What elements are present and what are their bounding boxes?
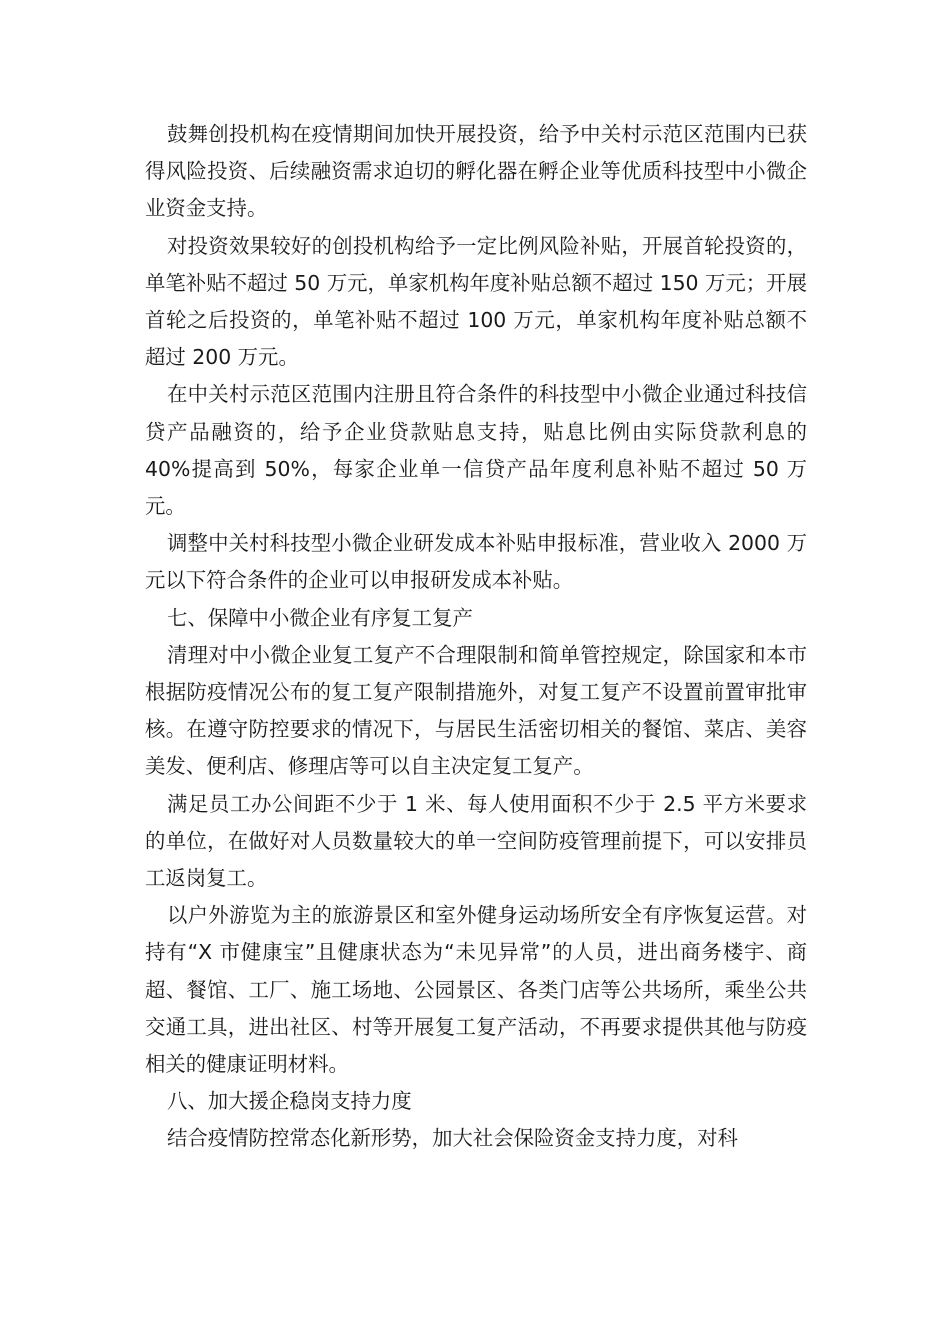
paragraph-health-code: 以户外游览为主的旅游景区和室外健身运动场所安全有序恢复运营。对持有“X 市健康宝”且健康状态为“未见异常”的人员，进出商务楼宇、商超、餐馆、工厂、施工场地、公园景区、各类门店等公共场所，乘坐公共交通工具，进出社区、村等开展复工复产活动，不再要求提供其他与防疫相关的健康证明材料。 [145, 903, 807, 1077]
paragraph-rd-subsidy: 调整中关村科技型小微企业研发成本补贴申报标准，营业收入 2000 万元以下符合条件的企业可以申报研发成本补贴。 [145, 531, 807, 593]
paragraph-office-spacing: 满足员工办公间距不少于 1 米、每人使用面积不少于 2.5 平方米要求的单位，在做好对人员数量较大的单一空间防疫管理前提下，可以安排员工返岗复工。 [145, 791, 807, 891]
paragraph-social-insurance: 结合疫情防控常态化新形势，加大社会保险资金支持力度，对科 [167, 1126, 738, 1151]
paragraph-risk-subsidy: 对投资效果较好的创投机构给予一定比例风险补贴，开展首轮投资的，单笔补贴不超过 50 万元，单家机构年度补贴总额不超过 150 万元；开展首轮之后投资的，单笔补贴不超过 100 万元，单家机构年度补贴总额不超过 200 万元。 [145, 233, 807, 370]
document-body [145, 116, 807, 1158]
section-heading-seven: 七、保障中小微企业有序复工复产 [167, 605, 473, 630]
paragraph-resume-restrictions: 清理对中小微企业复工复产不合理限制和简单管控规定，除国家和本市根据防疫情况公布的复工复产限制措施外，对复工复产不设置前置审批审核。在遵守防控要求的情况下，与居民生活密切相关的餐馆、菜店、美容美发、便利店、修理店等可以自主决定复工复产。 [145, 642, 807, 779]
section-heading-eight: 八、加大援企稳岗支持力度 [167, 1089, 412, 1114]
paragraph-loan-interest: 在中关村示范区范围内注册且符合条件的科技型中小微企业通过科技信贷产品融资的，给予企业贷款贴息支持，贴息比例由实际贷款利息的 40%提高到 50%，每家企业单一信贷产品年度利息补贴不超过 50 万元。 [145, 382, 807, 519]
paragraph-vc-investment: 鼓舞创投机构在疫情期间加快开展投资，给予中关村示范区范围内已获得风险投资、后续融资需求迫切的孵化器在孵企业等优质科技型中小微企业资金支持。 [145, 122, 807, 221]
